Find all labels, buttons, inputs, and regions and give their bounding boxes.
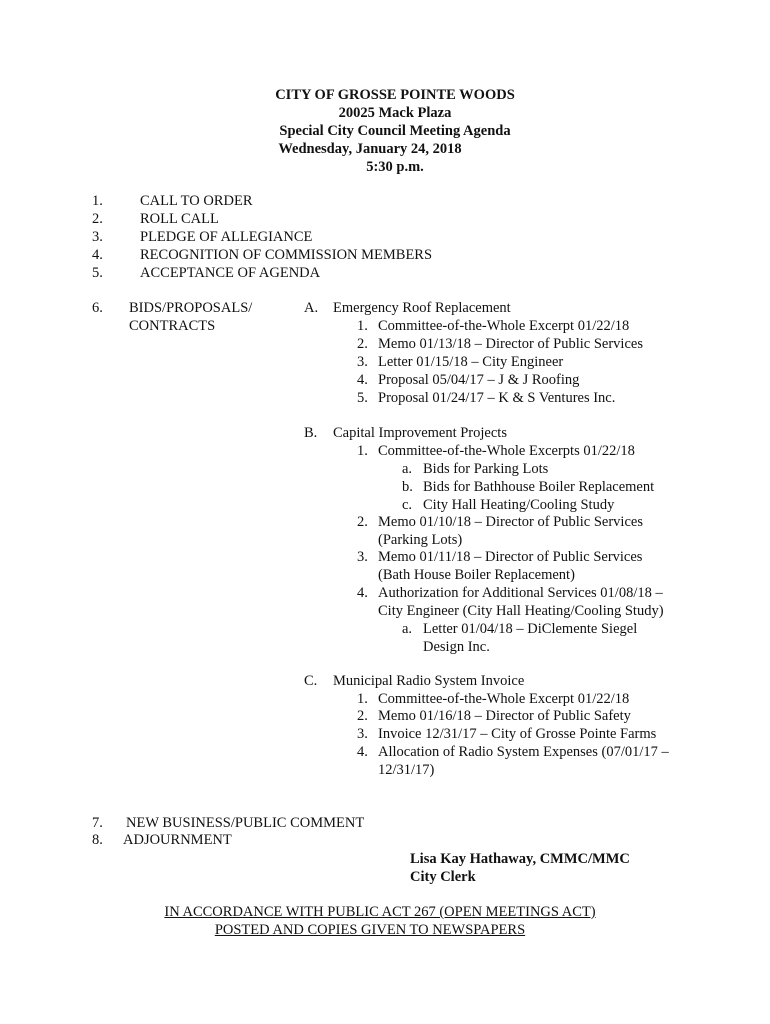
entry-number: 2. (357, 336, 368, 352)
footer-notice-line2: POSTED AND COPIES GIVEN TO NEWSPAPERS (214, 922, 526, 938)
entry-text: Committee-of-the-Whole Excerpt 01/22/18 (378, 691, 630, 707)
section-title: Capital Improvement Projects (333, 425, 507, 441)
clerk-name: Lisa Kay Hathaway, CMMC/MMC (410, 851, 630, 867)
entry-number: 1. (357, 691, 368, 707)
entry-text: Committee-of-the-Whole Excerpt 01/22/18 (378, 318, 630, 334)
item-label: NEW BUSINESS/PUBLIC COMMENT (126, 815, 365, 831)
entry-text: Committee-of-the-Whole Excerpts 01/22/18 (378, 443, 635, 459)
entry-number: 3. (357, 726, 368, 742)
item-label: CALL TO ORDER (140, 193, 253, 209)
entry-number: 5. (357, 390, 368, 406)
item-number: 3. (92, 229, 103, 245)
sub-letter: c. (402, 497, 413, 513)
item-label: RECOGNITION OF COMMISSION MEMBERS (140, 247, 433, 263)
item-label: ROLL CALL (140, 211, 219, 227)
entry-number: 3. (357, 549, 368, 565)
item-number: 4. (92, 247, 103, 263)
item-number: 7. (92, 815, 103, 831)
entry-text: Memo 01/13/18 – Director of Public Services (378, 336, 643, 352)
sub-letter: a. (402, 621, 413, 637)
sub-letter: a. (402, 461, 413, 477)
address: 20025 Mack Plaza (338, 105, 452, 121)
item-number: 1. (92, 193, 103, 209)
section-title: Emergency Roof Replacement (333, 300, 511, 316)
footer-notice-line1: IN ACCORDANCE WITH PUBLIC ACT 267 (OPEN MEETINGS ACT) (164, 904, 596, 920)
entry-text: Allocation of Radio System Expenses (07/01/17 – (378, 744, 669, 760)
item-number: 2. (92, 211, 103, 227)
entry-number: 1. (357, 318, 368, 334)
entry-text: City Engineer (City Hall Heating/Cooling Study) (378, 603, 664, 619)
entry-text: (Parking Lots) (378, 532, 463, 548)
sub-text: Bids for Parking Lots (423, 461, 549, 477)
entry-text: Authorization for Additional Services 01/08/18 – (378, 585, 663, 601)
entry-text: Letter 01/15/18 – City Engineer (378, 354, 564, 370)
entry-text: Invoice 12/31/17 – City of Grosse Pointe Farms (378, 726, 657, 742)
meeting-date: Wednesday, January 24, 2018 (278, 141, 462, 157)
sub-text: Bids for Bathhouse Boiler Replacement (423, 479, 655, 495)
sub-text: Letter 01/04/18 – DiClemente Siegel (423, 621, 638, 637)
item-label: ACCEPTANCE OF AGENDA (140, 265, 321, 281)
item-label: CONTRACTS (129, 318, 216, 334)
item-label: BIDS/PROPOSALS/ (129, 300, 253, 316)
entry-text: Proposal 01/24/17 – K & S Ventures Inc. (378, 390, 616, 406)
item-number: 5. (92, 265, 103, 281)
entry-text: Memo 01/11/18 – Director of Public Services (378, 549, 643, 565)
section-letter: C. (304, 673, 318, 689)
entry-number: 2. (357, 514, 368, 530)
entry-number: 3. (357, 354, 368, 370)
sub-letter: b. (402, 479, 413, 495)
section-letter: A. (304, 300, 319, 316)
entry-number: 4. (357, 372, 368, 388)
entry-text: (Bath House Boiler Replacement) (378, 567, 575, 583)
entry-number: 4. (357, 744, 368, 760)
entry-text: 12/31/17) (378, 762, 435, 778)
item-number: 6. (92, 300, 103, 316)
item-number: 8. (92, 832, 103, 848)
entry-text: Memo 01/16/18 – Director of Public Safety (378, 708, 631, 724)
section-title: Municipal Radio System Invoice (333, 673, 525, 689)
section-letter: B. (304, 425, 318, 441)
entry-number: 4. (357, 585, 368, 601)
sub-text: City Hall Heating/Cooling Study (423, 497, 615, 513)
agenda-title: Special City Council Meeting Agenda (279, 123, 511, 139)
item-label: ADJOURNMENT (123, 832, 232, 848)
entry-number: 2. (357, 708, 368, 724)
item-label: PLEDGE OF ALLEGIANCE (140, 229, 313, 245)
entry-text: Proposal 05/04/17 – J & J Roofing (378, 372, 580, 388)
entry-text: Memo 01/10/18 – Director of Public Services (378, 514, 643, 530)
meeting-time: 5:30 p.m. (366, 159, 424, 175)
clerk-title: City Clerk (410, 869, 476, 885)
city-name: CITY OF GROSSE POINTE WOODS (275, 87, 515, 103)
sub-text: Design Inc. (423, 639, 490, 655)
entry-number: 1. (357, 443, 368, 459)
